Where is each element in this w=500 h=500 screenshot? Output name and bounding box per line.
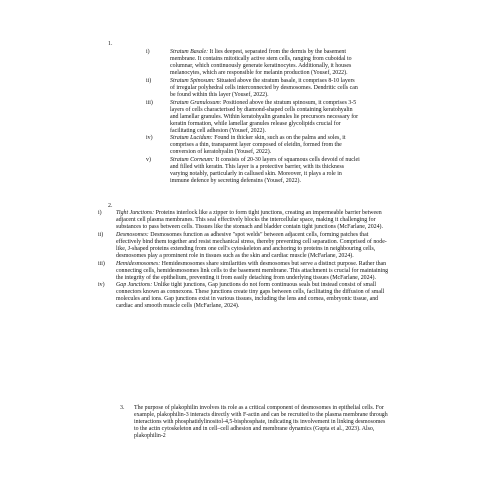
section-3-paragraph: The purpose of plakophilin involves its role as a critical component of desmosomes in epithelial cells. For example, plakophilin-3 interacts directly with F-actin and can be recruited to the plasma membrane through interactions with phosphatidylinositol-4,5-bisphosphate, indicating its involvement in linking desmosomes to the actin cytoskeleton and in cell–cell adhesion and membrane dynamics (Gupta et al., 2023). Also, plakophilin-2 — [134, 405, 388, 440]
section-1-number: 1. — [108, 41, 113, 47]
item-text: It consists of 20-30 layers of squamous cells devoid of nuclei and filled with keratin. This layer is a protective barrier, with its thickness varying notably, particularly in callused skin. Moreover, it plays a role in immune defence by secreting defensins (Yousef, 2022). — [170, 157, 360, 185]
section-2-number: 2. — [108, 203, 113, 209]
item-text: It lies deepest, separated from the dermis by the basement membrane. It contains mitotically active stem cells, ranging from cuboidal to columnar, which continuously generate keratinocytes. Additionally, it houses melanocytes, which are responsible for melanin production (Yousef, 2022). — [170, 49, 352, 77]
term: Stratum Lucidum: — [170, 135, 213, 142]
term: Stratum Granulosum: — [170, 99, 222, 106]
section-2-list — [98, 210, 390, 311]
list-marker: iv) — [146, 135, 153, 142]
term: Stratum Spinosum: — [170, 77, 215, 84]
list-item — [145, 78, 360, 99]
list-item — [98, 261, 390, 282]
item-text: Desmosomes function as adhesive "spot welds" between adjacent cells, forming patches that effectively bind them together and resist mechanical stress, thereby preventing cell separation. Comprised of node-like, J-shaped proteins extending from one cell's cytoskeleton and anchoring to proteins in neighbouring cells, desmosomes play a prominent role in tissues such as the skin and cardiac muscle (McFarlane, 2024). — [116, 231, 387, 259]
term: Stratum Basale: — [170, 49, 209, 55]
item-text: Unlike tight junctions, Gap junctions do not form continuous seals but instead consist of small connectors known as connexons. These junctions create tiny gaps between cells, facilitating the diffusion of small molecules and ions. Gap junctions exist in various tissues, including the lens and cornea, embryonic tissue, and cardiac and smooth muscle cells (McFarlane, 2024). — [116, 282, 385, 310]
list-marker: i) — [98, 210, 102, 216]
section-3-number: 3. — [120, 405, 125, 411]
list-item — [145, 49, 360, 77]
item-text: Hemidesmosomes share similarities with desmosomes but serve a distinct purpose. Rather than connecting cells, hemidesmosomes link cells to the basement membrane. This attachment is crucial for maintaining the integrity of the epithelium, preventing it from easily detaching from underlying tissues (McFarlane, 2024). — [116, 260, 389, 281]
list-item — [98, 282, 390, 310]
item-text: Positioned above the stratum spinosum, it comprises 3-5 layers of cells characterised by diamond-shaped cells containing keratohyalin and lamellar granules. Within keratohyalin granules lie precursors necessary for keratin formation, while lamellar granules release glycolipids crucial for facilitating cell adhesion (Yousef, 2022). — [170, 99, 359, 134]
list-marker: iii) — [98, 260, 105, 267]
list-item — [145, 157, 360, 185]
list-marker: ii) — [98, 231, 104, 238]
term: Gap Junctions: — [116, 282, 153, 289]
term: Stratum Corneum: — [170, 157, 215, 164]
item-text: Proteins interlock like a zipper to form tight junctions, creating an impermeable barrier between adjacent cell plasma membranes. This seal effectively blocks the intercellular space, making it challenging for substances to pass between cells. Tissues like the stomach and bladder contain tight junctions (McFarlane, 2024). — [116, 210, 383, 231]
term: Hemidesmosomes: — [116, 260, 161, 267]
list-marker: v) — [146, 157, 151, 164]
list-marker: iv) — [98, 282, 105, 289]
list-item — [145, 135, 360, 156]
section-1-list — [145, 49, 360, 186]
list-item — [145, 100, 360, 135]
term: Tight Junctions: — [116, 210, 155, 216]
item-text: Situated above the stratum basale, it comprises 8-10 layers of irregular polyhedral cells interconnected by desmosomes. Dendritic cells can be found within this layer (Yousef, 2022). — [170, 77, 358, 98]
term: Desmosomes: — [116, 231, 149, 238]
list-marker: iii) — [146, 99, 153, 106]
item-text: Found in thicker skin, such as on the palms and soles, it comprises a thin, transparent layer composed of eleidin, formed from the conversion of keratohyalin (Yousef, 2022). — [170, 135, 346, 156]
list-item — [98, 210, 390, 231]
list-marker: ii) — [146, 77, 152, 84]
list-marker: i) — [146, 49, 150, 55]
list-item — [98, 232, 390, 260]
